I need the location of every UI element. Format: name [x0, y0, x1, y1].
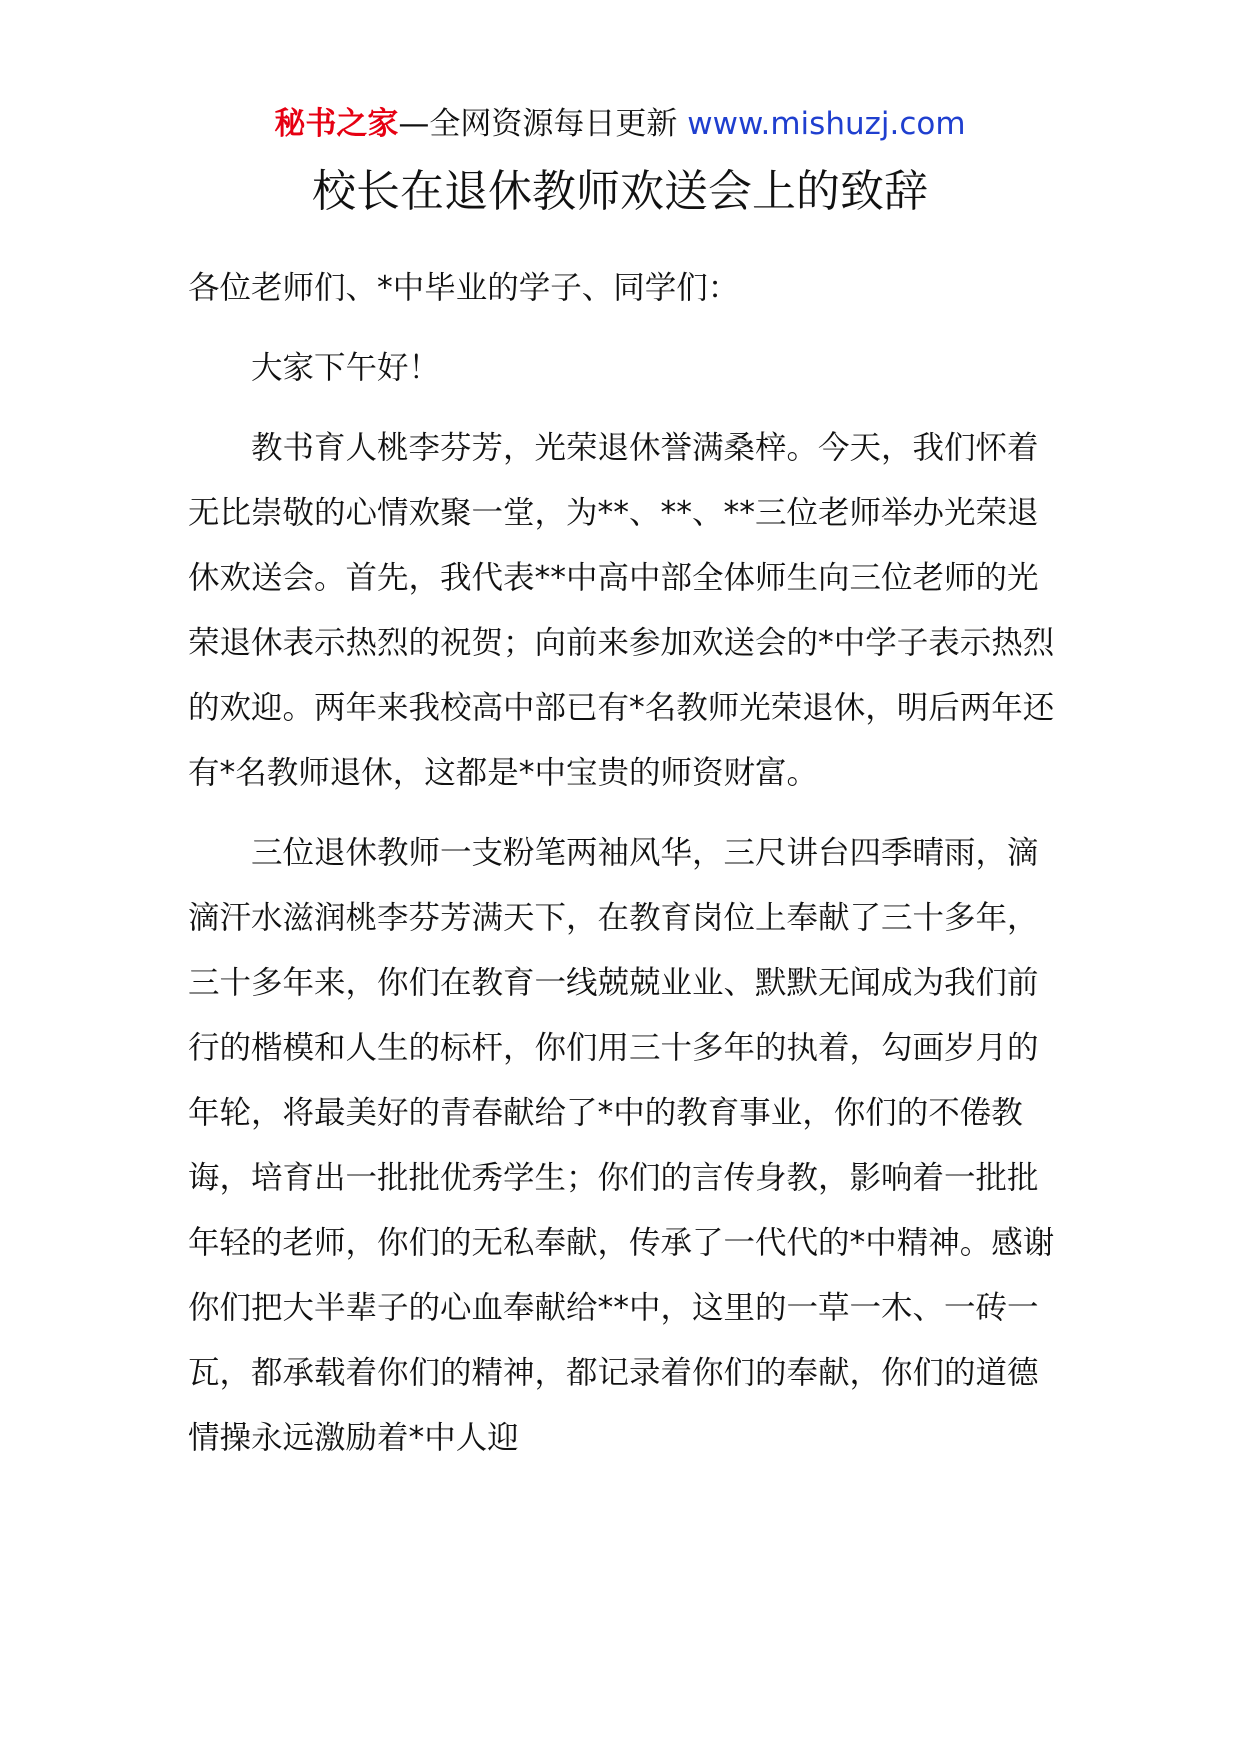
site-url-link[interactable]: www.mishuzj.com: [687, 106, 966, 142]
document-title: 校长在退休教师欢送会上的致辞: [312, 166, 928, 217]
header-slogan: —全网资源每日更新: [398, 106, 678, 142]
paragraph-greeting: 大家下午好！: [251, 350, 441, 386]
salutation: 各位老师们、*中毕业的学子、同学们：: [188, 270, 740, 306]
site-header: [0, 100, 1240, 148]
paragraph-tribute: 三位退休教师一支粉笔两袖风华，三尺讲台四季晴雨，滴滴汗水滋润桃李芬芳满天下，在教育岗位上奉献了三十多年，三十多年来，你们在教育一线兢兢业业、默默无闻成为我们前行的楷模和人生的标杆，你们用三十多年的执着，勾画岁月的年轮，将最美好的青春献给了*中的教育事业，你们的不倦教诲，培育出一批批优秀学生；你们的言传身教，影响着一批批年轻的老师，你们的无私奉献，传承了一代代的*中精神。感谢你们把大半辈子的心血奉献给**中，这里的一草一木、一砖一瓦，都承载着你们的精神，都记录着你们的奉献，你们的道德情操永远激励着*中人迎: [188, 835, 1055, 1456]
paragraph-intro: 教书育人桃李芬芳，光荣退休誉满桑梓。今天，我们怀着无比崇敬的心情欢聚一堂，为**、**、**三位老师举办光荣退休欢送会。首先，我代表**中高中部全体师生向三位老师的光荣退休表示热烈的祝贺；向前来参加欢送会的*中学子表示热烈的欢迎。两年来我校高中部已有*名教师光荣退休，明后两年还有*名教师退休，这都是*中宝贵的师资财富。: [188, 430, 1055, 791]
document-body: [188, 256, 1068, 1486]
brand-name: 秘书之家: [274, 106, 399, 142]
